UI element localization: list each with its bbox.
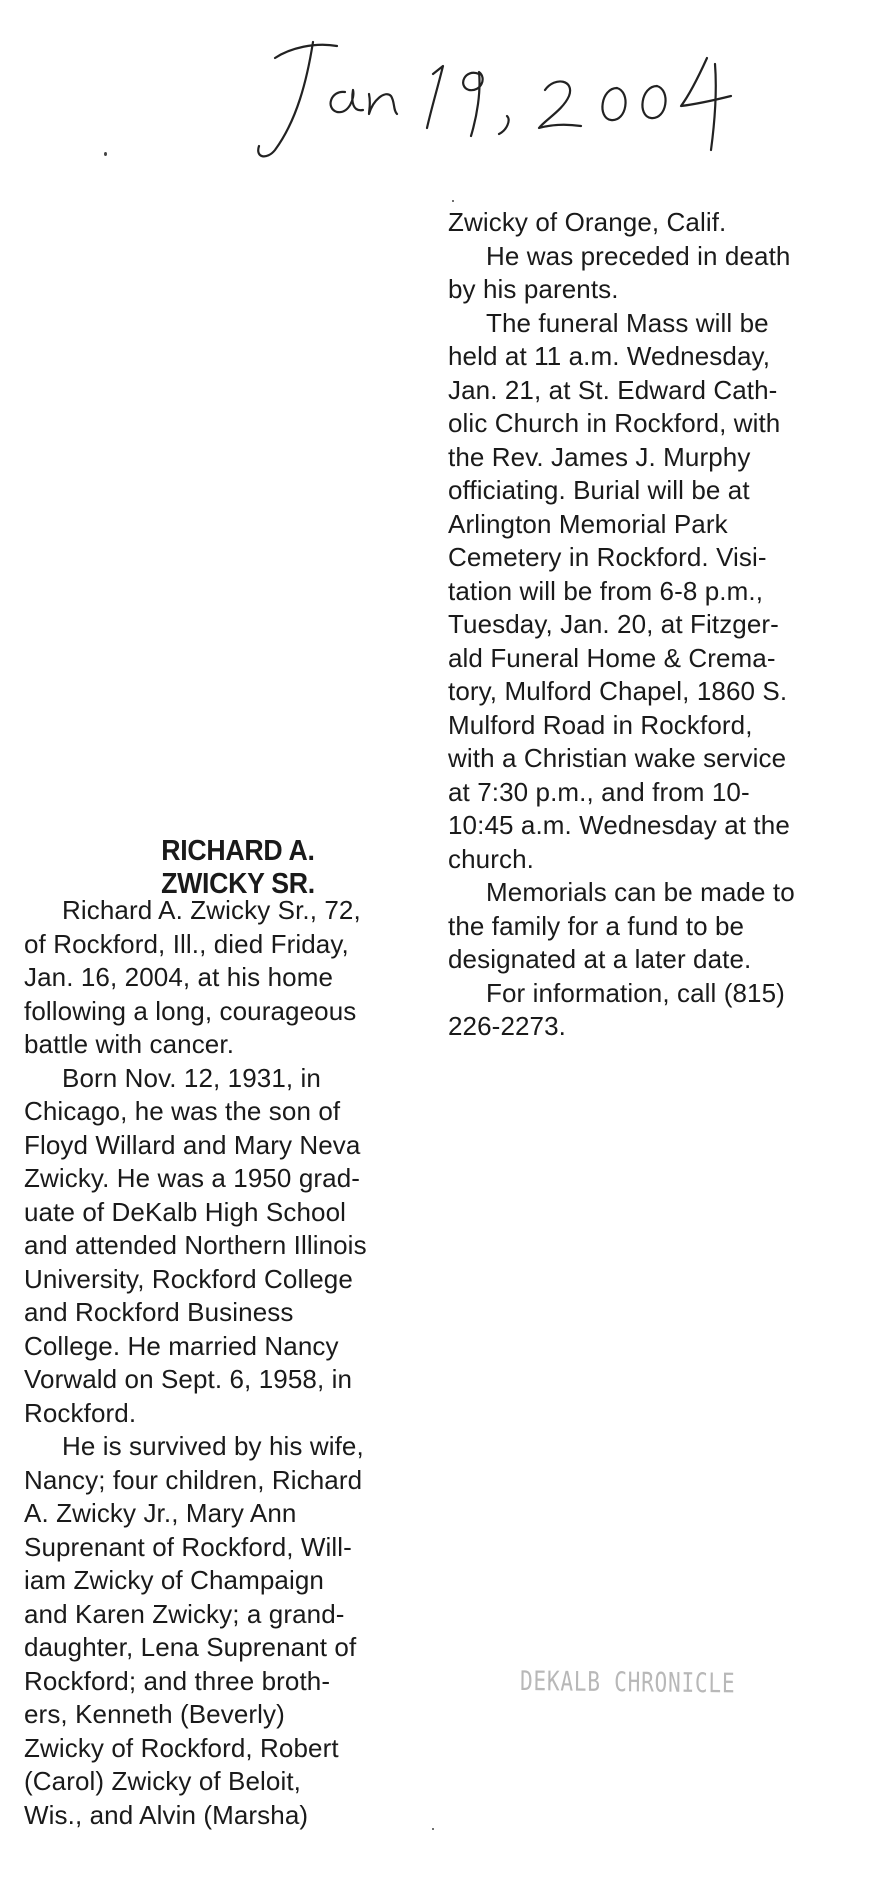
headline-line-1: RICHARD A. <box>161 835 315 867</box>
ink-speck <box>104 152 107 156</box>
handwritten-date-drawing <box>245 20 765 180</box>
ink-speck <box>432 1828 434 1830</box>
text-line: For information, call (815) <box>486 977 785 1008</box>
text-line: Memorials can be made to <box>486 877 795 907</box>
text-line: Tuesday, Jan. 20, at Fitzger- <box>448 609 779 639</box>
text-line: at 7:30 p.m., and from 10- <box>448 776 750 807</box>
text-line: The funeral Mass will be <box>486 307 769 338</box>
text-line: designated at a later date. <box>448 944 752 974</box>
text-line: Zwicky of Rockford, Robert <box>24 1732 339 1763</box>
text-line: tation will be from 6-8 p.m., <box>448 575 764 606</box>
text-line: ald Funeral Home & Crema- <box>448 642 776 673</box>
text-line: 226-2273. <box>448 1011 567 1041</box>
text-line: Chicago, he was the son of <box>24 1096 341 1126</box>
text-line: daughter, Lena Suprenant of <box>24 1632 357 1662</box>
text-line: Nancy; four children, Richard <box>24 1464 363 1495</box>
text-line: battle with cancer. <box>24 1029 235 1059</box>
text-line: church. <box>448 843 534 874</box>
text-line: following a long, courageous <box>24 995 357 1026</box>
paragraph <box>448 977 848 1044</box>
obituary-headline <box>88 835 388 901</box>
left-column <box>24 894 414 1832</box>
handwritten-date <box>245 20 765 180</box>
text-line: with a Christian wake service <box>448 743 787 773</box>
text-line: Floyd Willard and Mary Neva <box>24 1129 361 1160</box>
text-line: Suprenant of Rockford, Will- <box>24 1531 352 1562</box>
paragraph <box>448 240 848 307</box>
text-line: He was preceded in death <box>486 240 791 271</box>
text-line: the family for a fund to be <box>448 910 745 941</box>
text-line: and Rockford Business <box>24 1297 294 1327</box>
text-line: officiating. Burial will be at <box>448 475 750 505</box>
text-line: Jan. 16, 2004, at his home <box>24 962 334 992</box>
text-line: (Carol) Zwicky of Beloit, <box>24 1766 301 1796</box>
text-line: Cemetery in Rockford. Visi- <box>448 542 767 572</box>
publication-stamp: DEKALB CHRONICLE <box>519 1666 736 1700</box>
text-line: and Karen Zwicky; a grand- <box>24 1598 345 1629</box>
text-line: uate of DeKalb High School <box>24 1196 347 1227</box>
text-line: Rockford. <box>24 1397 137 1428</box>
ink-speck <box>452 200 454 202</box>
text-line: Wis., and Alvin (Marsha) <box>24 1799 309 1830</box>
text-line: the Rev. James J. Murphy <box>448 441 751 472</box>
text-line: College. He married Nancy <box>24 1330 339 1361</box>
paragraph <box>448 307 848 877</box>
text-line: Richard A. Zwicky Sr., 72, <box>62 895 361 925</box>
text-line: and attended Northern Illinois <box>24 1230 367 1260</box>
text-line: iam Zwicky of Champaign <box>24 1565 324 1595</box>
text-line: ers, Kenneth (Beverly) <box>24 1699 285 1729</box>
text-line: 10:45 a.m. Wednesday at the <box>448 810 790 840</box>
text-line: University, Rockford College <box>24 1263 353 1294</box>
paragraph <box>24 894 414 1062</box>
text-line: He is survived by his wife, <box>62 1431 364 1461</box>
text-line: tory, Mulford Chapel, 1860 S. <box>448 676 788 706</box>
paragraph <box>448 876 848 977</box>
text-line: held at 11 a.m. Wednesday, <box>448 341 771 371</box>
text-line: by his parents. <box>448 274 619 304</box>
paragraph <box>448 206 848 240</box>
text-line: Mulford Road in Rockford, <box>448 709 753 740</box>
text-line: Jan. 21, at St. Edward Cath- <box>448 374 778 405</box>
right-column <box>448 206 848 1044</box>
text-line: olic Church in Rockford, with <box>448 408 781 438</box>
text-line: Zwicky. He was a 1950 grad- <box>24 1163 361 1193</box>
headline-line-2: ZWICKY SR. <box>161 868 315 900</box>
text-line: Rockford; and three broth- <box>24 1665 331 1696</box>
text-line: of Rockford, Ill., died Friday, <box>24 928 349 959</box>
text-line: A. Zwicky Jr., Mary Ann <box>24 1498 297 1528</box>
text-line: Arlington Memorial Park <box>448 508 728 539</box>
paragraph <box>24 1430 414 1832</box>
text-line: Vorwald on Sept. 6, 1958, in <box>24 1364 353 1394</box>
text-line: Born Nov. 12, 1931, in <box>62 1062 321 1093</box>
text-line: Zwicky of Orange, Calif. <box>448 207 727 237</box>
paragraph <box>24 1062 414 1431</box>
